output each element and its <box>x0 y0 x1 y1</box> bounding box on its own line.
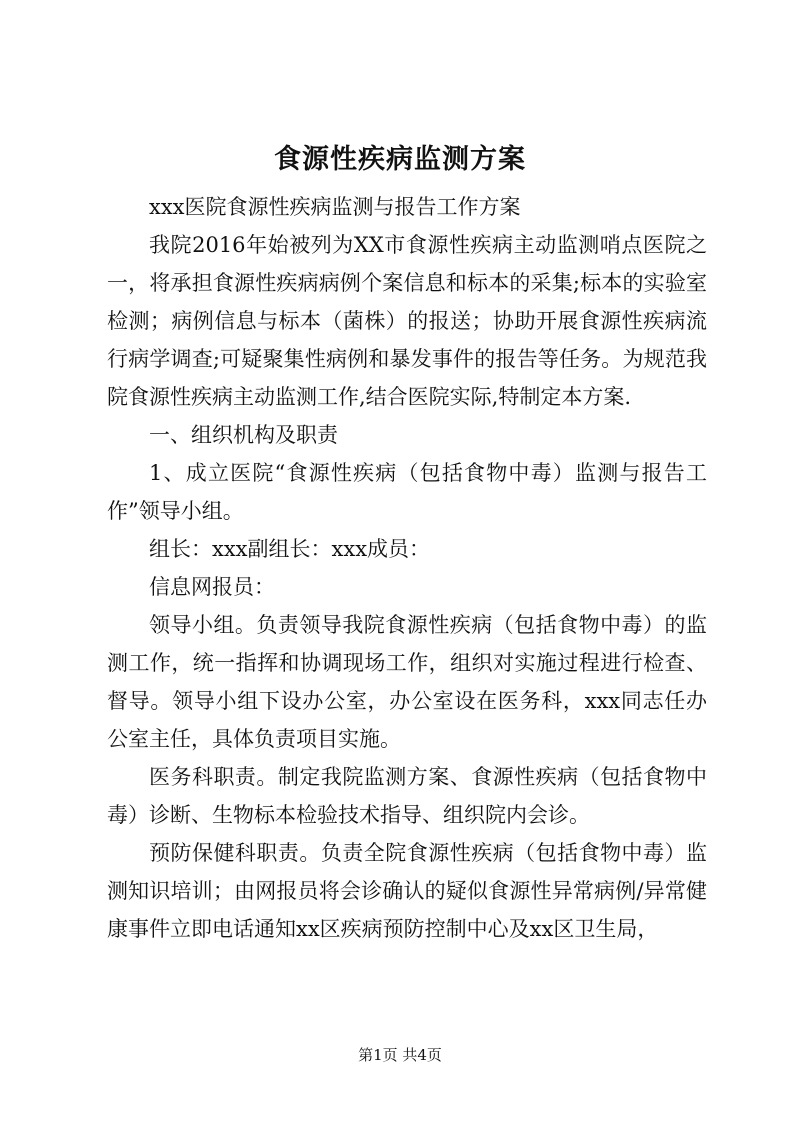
paragraph-members: 组长：xxx副组长：xxx成员： <box>149 537 431 561</box>
paragraph-medical-dept-duties: 医务科职责。制定我院监测方案、食源性疾病（包括食物中毒）诊断、生物标本检验技术指导、组织院内会诊。 <box>107 765 707 827</box>
paragraph-prevention-dept-duties: 预防保健科职责。负责全院食源性疾病（包括食物中毒）监测知识培训；由网报员将会诊确认的疑似食源性异常病例/异常健康事件立即电话通知xx区疾病预防控制中心及xx区卫生局， <box>107 841 707 941</box>
paragraph-group-duties: 领导小组。负责领导我院食源性疾病（包括食物中毒）的监测工作，统一指挥和协调现场工作，组织对实施过程进行检查、督导。领导小组下设办公室，办公室设在医务科，xxx同志任办公室主任，具体负责项目实施。 <box>107 613 707 751</box>
page-footer: 第1页 共4页 <box>358 1046 442 1064</box>
paragraph-subtitle: xxx医院食源性疾病监测与报告工作方案 <box>149 195 521 219</box>
paragraph-reporter: 信息网报员： <box>149 575 275 599</box>
paragraph-intro: 我院2016年始被列为XX市食源性疾病主动监测哨点医院之一，将承担食源性疾病病例个案信息和标本的采集;标本的实验室检测；病例信息与标本（菌株）的报送；协助开展食源性疾病流行病学调查;可疑聚集性病例和暴发事件的报告等任务。为规范我院食源性疾病主动监测工作,结合医院实际,特制定本方案. <box>107 233 707 409</box>
paragraph-leading-group: 1、成立医院“食源性疾病（包括食物中毒）监测与报告工作”领导小组。 <box>107 461 707 523</box>
document-title: 食源性疾病监测方案 <box>274 144 526 175</box>
section-heading-organization: 一、组织机构及职责 <box>149 423 338 447</box>
document-body <box>107 188 707 948</box>
